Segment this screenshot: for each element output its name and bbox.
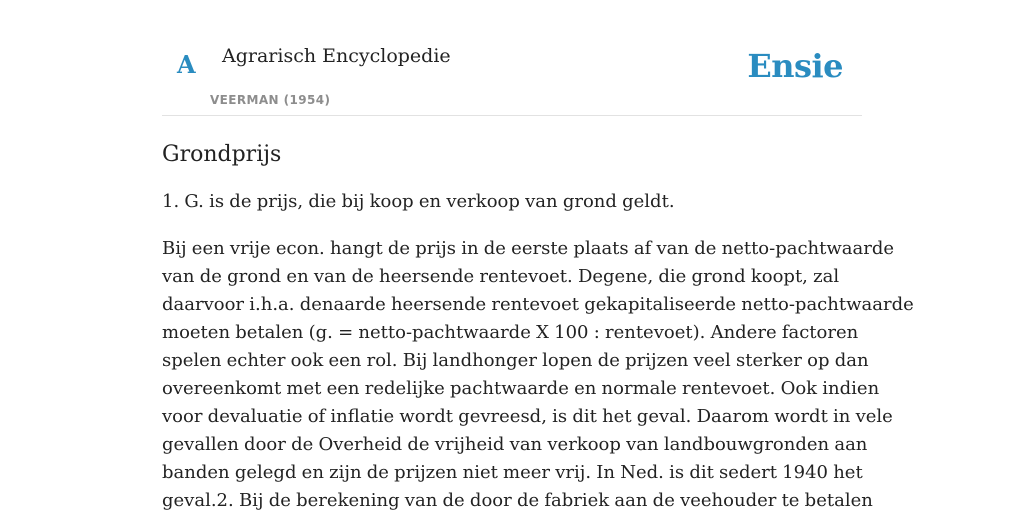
site-header (162, 0, 862, 116)
body-line: spelen echter ook een rol. Bij landhonger lopen de prijzen veel sterker op dan (162, 350, 869, 371)
article (162, 138, 914, 512)
source-logo-letter[interactable]: A (177, 50, 196, 79)
body-line: moeten betalen (g. = netto-pachtwaarde X 100 : rentevoet). Andere factoren (162, 322, 859, 343)
body-line: geval.2. Bij de berekening van de door de fabriek aan de veehouder te betalen (162, 490, 873, 511)
body-paragraph (162, 235, 914, 512)
body-line: van de grond en van de heersende rentevoet. Degene, die grond koopt, zal (162, 266, 840, 287)
body-line: daarvoor i.h.a. denaarde heersende rentevoet gekapitaliseerde netto-pachtwaarde (162, 294, 914, 315)
body-line: voor devaluatie of inflatie wordt gevreesd, is dit het geval. Daarom wordt in vele (162, 406, 893, 427)
body-line: Bij een vrije econ. hangt de prijs in de eerste plaats af van de netto-pachtwaarde (162, 238, 895, 259)
body-line: overeenkomt met een redelijke pachtwaarde en normale rentevoet. Ook indien (162, 378, 880, 399)
body-line: gevallen door de Overheid de vrijheid van verkoop van landbouwgronden aan (162, 434, 868, 455)
source-title[interactable]: Agrarisch Encyclopedie (222, 45, 451, 67)
ensie-logo[interactable]: Ensie (747, 47, 843, 85)
source-author-year: VEERMAN (1954) (210, 93, 331, 107)
intro-paragraph: 1. G. is de prijs, die bij koop en verkoop van grond geldt. (162, 191, 675, 212)
body-line: banden gelegd en zijn de prijzen niet meer vrij. In Ned. is dit sedert 1940 het (162, 462, 863, 483)
entry-title: Grondprijs (162, 142, 282, 167)
